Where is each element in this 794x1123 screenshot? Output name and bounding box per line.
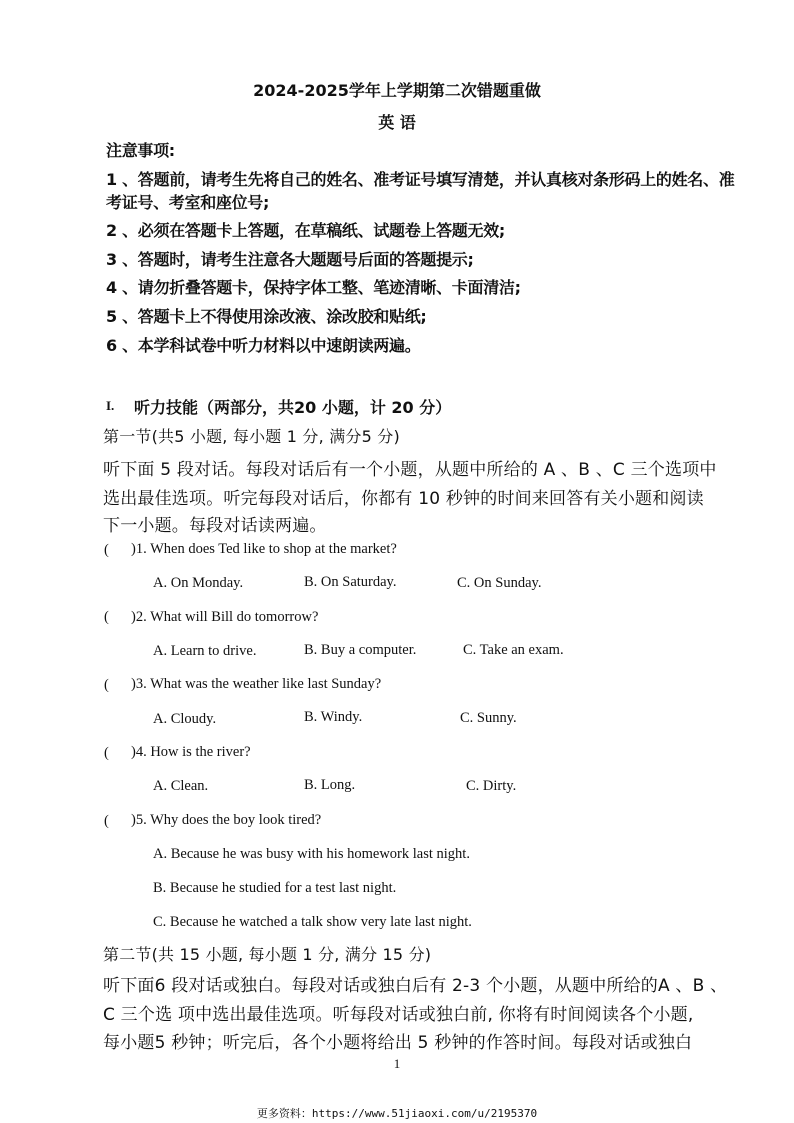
part2-heading: 第二节(共 15 小题, 每小题 1 分, 满分 15 分) [103, 945, 432, 964]
page-number: 1 [393, 1056, 401, 1071]
notice-item: 6 、本学科试卷中听力材料以中速朗读两遍。 [106, 336, 421, 355]
subject-title: 英 语 [378, 113, 416, 132]
option-c: C. Dirty. [466, 778, 517, 794]
source-link: 更多资料：https://www.51jiaoxi.com/u/2195370 [256, 1107, 538, 1120]
notice-item: 5 、答题卡上不得使用涂改液、涂改胶和贴纸; [106, 307, 427, 326]
question-stem: )1. When does Ted like to shop at the market? [131, 541, 397, 557]
answer-bracket: ( [104, 677, 109, 693]
part2-instruction: C 三个选 项中选出最佳选项。听每段对话或独白前, 你将有时间阅读各个小题, [103, 1005, 694, 1025]
part1-instruction: 听下面 5 段对话。每段对话后有一个小题，从题中所给的 A 、B 、C 三个选项中 [103, 460, 717, 480]
part2-instruction: 每小题5 秒钟；听完后，各个小题将给出 5 秒钟的作答时间。每段对话或独白 [103, 1033, 693, 1053]
option-b: B. Buy a computer. [304, 642, 417, 658]
section-heading: 听力技能（两部分，共20 小题，计 20 分） [134, 398, 452, 417]
option-b: B. Because he studied for a test last night. [153, 880, 397, 896]
option-b: B. Windy. [304, 709, 363, 725]
option-c: C. Because he watched a talk show very late last night. [153, 914, 472, 930]
option-c: C. Take an exam. [463, 642, 564, 658]
part1-instruction: 选出最佳选项。听完每段对话后，你都有 10 秒钟的时间来回答有关小题和阅读 [103, 489, 704, 509]
question-stem: )3. What was the weather like last Sunday? [131, 676, 382, 692]
option-a: A. Because he was busy with his homework last night. [153, 846, 470, 862]
option-a: A. On Monday. [153, 575, 244, 591]
section-number: I. [106, 398, 115, 413]
notice-item: 4 、请勿折叠答题卡，保持字体工整、笔迹清晰、卡面清洁; [106, 278, 521, 297]
question-stem: )5. Why does the boy look tired? [131, 812, 322, 828]
notice-item: 1 、答题前，请考生先将自己的姓名、准考证号填写清楚，并认真核对条形码上的姓名、准 [106, 170, 735, 189]
option-a: A. Clean. [153, 778, 209, 794]
answer-bracket: ( [104, 542, 109, 558]
question-stem: )2. What will Bill do tomorrow? [131, 609, 319, 625]
option-a: A. Learn to drive. [153, 643, 257, 659]
part1-instruction: 下一小题。每段对话读两遍。 [103, 516, 327, 536]
part2-instruction: 听下面6 段对话或独白。每段对话或独白后有 2-3 个小题，从题中所给的A 、B 、 [103, 976, 728, 996]
part1-heading: 第一节(共5 小题, 每小题 1 分, 满分5 分) [103, 427, 400, 446]
notice-item: 2 、必须在答题卡上答题，在草稿纸、试题卷上答题无效; [106, 221, 506, 240]
option-c: C. Sunny. [460, 710, 517, 726]
question-stem: )4. How is the river? [131, 744, 251, 760]
option-b: B. On Saturday. [304, 574, 397, 590]
answer-bracket: ( [104, 813, 109, 829]
answer-bracket: ( [104, 745, 109, 761]
exam-title: 2024-2025学年上学期第二次错题重做 [253, 81, 541, 100]
answer-bracket: ( [104, 609, 109, 625]
notice-heading: 注意事项: [106, 141, 175, 160]
notice-item: 3 、答题时，请考生注意各大题题号后面的答题提示; [106, 250, 474, 269]
notice-item: 考证号、考室和座位号; [106, 193, 270, 212]
option-c: C. On Sunday. [457, 575, 542, 591]
option-a: A. Cloudy. [153, 711, 217, 727]
option-b: B. Long. [304, 777, 356, 793]
